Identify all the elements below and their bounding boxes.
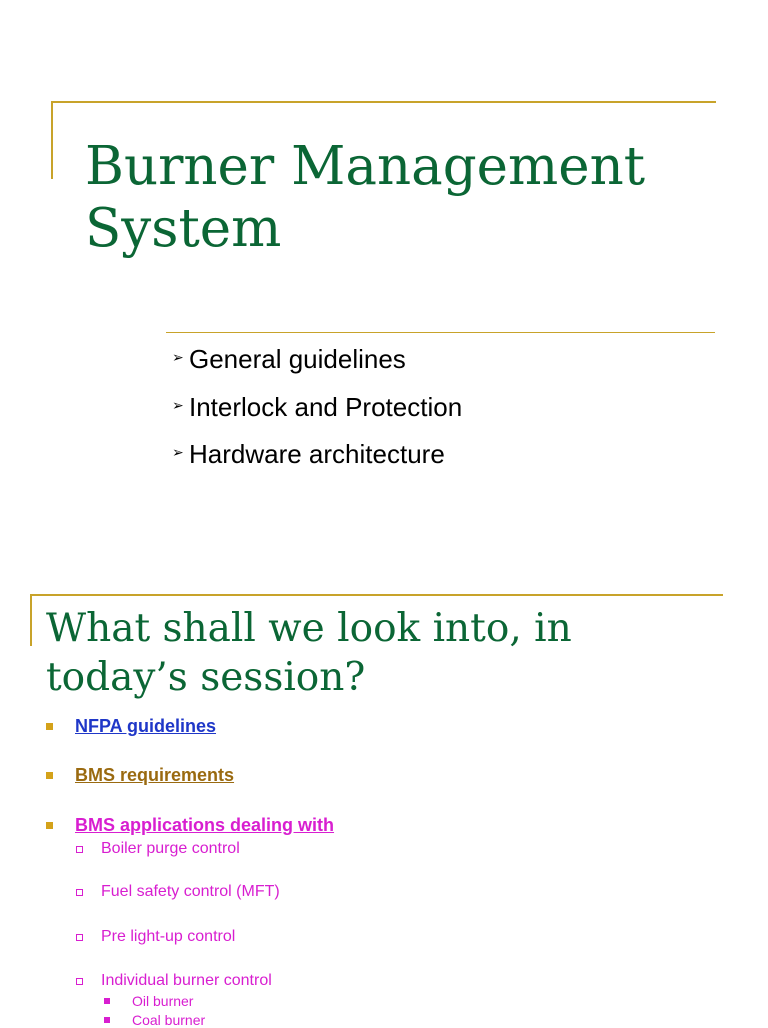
slide-1-title-line1: Burner Management: [85, 136, 646, 197]
square-bullet-icon: [46, 772, 53, 779]
bms-requirements-link[interactable]: BMS requirements: [75, 765, 235, 785]
slide-1-title-line2: System: [85, 198, 282, 259]
square-bullet-icon: [104, 998, 110, 1004]
bullet-label: General guidelines: [189, 344, 406, 374]
slide-1-bullet-list: [172, 338, 462, 481]
subitem-label: Individual burner control: [101, 972, 272, 989]
hollow-square-bullet-icon: [76, 846, 83, 853]
subitem-fuel-safety: [76, 883, 280, 901]
subtitle-rule: [166, 332, 715, 333]
slide-2-title: [46, 604, 746, 702]
subsubitem-label: Oil burner: [132, 993, 194, 1009]
agenda-item-bms-applications: [46, 815, 334, 836]
slide-1-title: [85, 136, 745, 260]
subitem-individual-burner: [76, 972, 272, 990]
subsubitem-label: Coal burner: [132, 1012, 206, 1028]
subitem-label: Boiler purge control: [101, 840, 240, 857]
slide-2-top-rule: [31, 594, 723, 596]
agenda-item-nfpa: [46, 716, 216, 737]
subsubitem-coal-burner: [104, 1012, 205, 1028]
bms-applications-link[interactable]: BMS applications dealing with: [75, 815, 335, 835]
square-bullet-icon: [46, 822, 53, 829]
slide-2-title-line2: today’s session?: [46, 655, 366, 700]
subitem-boiler-purge: [76, 840, 240, 858]
bullet-label: Hardware architecture: [189, 439, 445, 469]
hollow-square-bullet-icon: [76, 934, 83, 941]
hollow-square-bullet-icon: [76, 889, 83, 896]
hollow-square-bullet-icon: [76, 978, 83, 985]
bullet-item: [172, 433, 462, 481]
subitem-label: Pre light-up control: [101, 928, 236, 945]
agenda-item-bms-requirements: [46, 765, 234, 786]
square-bullet-icon: [46, 723, 53, 730]
subitem-label: Fuel safety control (MFT): [101, 883, 280, 900]
bullet-item: [172, 386, 462, 434]
arrow-bullet-icon: ➢: [172, 396, 184, 413]
slide-2-title-line1: What shall we look into, in: [46, 606, 572, 651]
subsubitem-oil-burner: [104, 993, 193, 1009]
subitem-pre-light-up: [76, 928, 235, 946]
bullet-item: [172, 338, 462, 386]
slide-2-left-rule: [30, 594, 32, 646]
bullet-label: Interlock and Protection: [189, 391, 463, 422]
square-bullet-icon: [104, 1017, 110, 1023]
title-top-rule: [52, 101, 716, 103]
arrow-bullet-icon: ➢: [172, 349, 184, 365]
nfpa-guidelines-link[interactable]: NFPA guidelines: [75, 716, 217, 736]
arrow-bullet-icon: ➢: [172, 444, 184, 460]
title-left-rule: [51, 101, 53, 179]
